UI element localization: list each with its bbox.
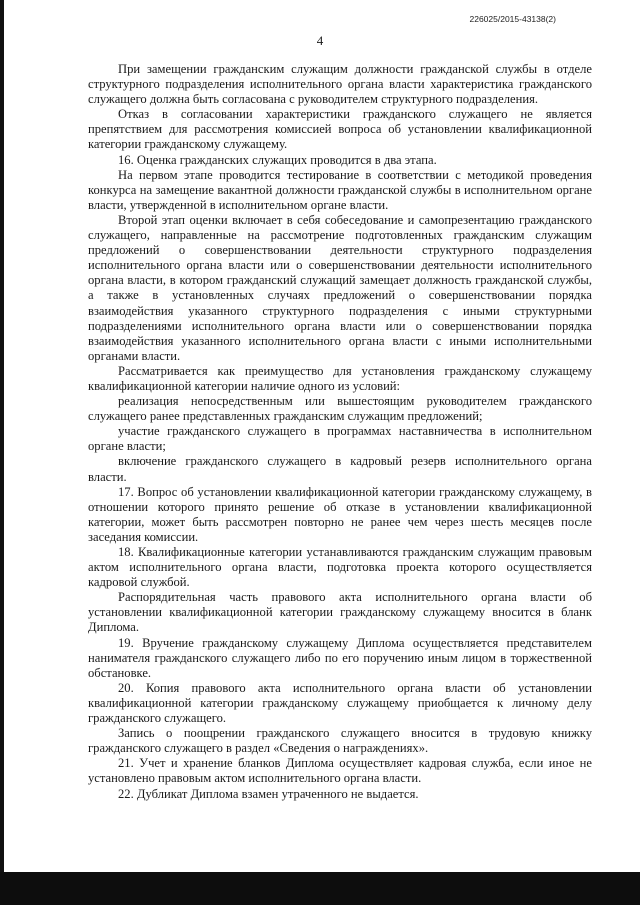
- document-number: 226025/2015-43138(2): [469, 14, 556, 24]
- paragraph: Рассматривается как преимущество для установления гражданскому служащему квалификационной категории наличие одного из условий:: [88, 363, 592, 393]
- document-body: [88, 62, 592, 802]
- paragraph: Второй этап оценки включает в себя собеседование и самопрезентацию гражданского служащего, направленные на рассмотрение подготовленных гражданским служащим предложений о совершенствовании деятельности структурного подразделения исполнительного органа власти или о совершенствовании деятельности исполнительного органа власти, в котором гражданский служащий замещает должность гражданской службы, а также в установленных случаях предложений о совершенствовании порядка взаимодействия указанного структурного подразделения с иными структурными подразделениями исполнительного органа власти или о совершенствовании порядка взаимодействия указанного исполнительного органа власти с иными исполнительными органами власти.: [88, 212, 592, 363]
- paragraph: 19. Вручение гражданскому служащему Диплома осуществляется представителем нанимателя гражданского служащего либо по его поручению иным лицом в торжественной обстановке.: [88, 635, 592, 680]
- page-number: 4: [316, 33, 324, 48]
- paragraph: 20. Копия правового акта исполнительного органа власти об установлении квалификационной категории гражданскому служащему приобщается к личному делу гражданского служащего.: [88, 680, 592, 726]
- paragraph: участие гражданского служащего в программах наставничества в исполнительном органе власти;: [88, 424, 592, 454]
- paragraph: 16. Оценка гражданских служащих проводится в два этапа.: [118, 152, 437, 167]
- paragraph: 22. Дубликат Диплома взамен утраченного не выдается.: [118, 786, 419, 801]
- paragraph: Запись о поощрении гражданского служащего вносится в трудовую книжку гражданского служащего в раздел «Сведения о награждениях».: [88, 726, 592, 756]
- scan-bottom-band: [0, 872, 640, 905]
- paragraph: 18. Квалификационные категории устанавливаются гражданским служащим правовым актом исполнительного органа власти, подготовка проекта которого осуществляется кадровой службой.: [88, 545, 592, 590]
- paragraph: включение гражданского служащего в кадровый резерв исполнительного органа власти.: [88, 454, 592, 484]
- paragraph: реализация непосредственным или вышестоящим руководителем гражданского служащего ранее представленных гражданским служащим предложений;: [88, 394, 592, 424]
- paragraph: Отказ в согласовании характеристики гражданского служащего не является препятствием для рассмотрения комиссией вопроса об установлении квалификационной категории гражданскому служащему.: [88, 107, 592, 152]
- paragraph: Распорядительная часть правового акта исполнительного органа власти об установлении квалификационной категории гражданскому служащему вносится в бланк Диплома.: [88, 590, 592, 635]
- paragraph: При замещении гражданским служащим должности гражданской службы в отделе структурного подразделения исполнительного органа власти характеристика гражданского служащего должна быть согласована с руководителем структурного подразделения.: [88, 62, 592, 107]
- paragraph: На первом этапе проводится тестирование в соответствии с методикой проведения конкурса на замещение вакантной должности гражданской службы в исполнительном органе власти, утвержденной в исполнительном органе власти.: [88, 167, 592, 212]
- paragraph: 17. Вопрос об установлении квалификационной категории гражданскому служащему, в отношении которого принято решение об отказе в установлении квалификационной категории, может быть рассмотрен повторно не ранее чем через шесть месяцев после заседания комиссии.: [88, 484, 592, 544]
- scan-left-edge: [0, 0, 4, 905]
- paragraph: 21. Учет и хранение бланков Диплома осуществляет кадровая служба, если иное не установлено правовым актом исполнительного органа власти.: [88, 756, 592, 786]
